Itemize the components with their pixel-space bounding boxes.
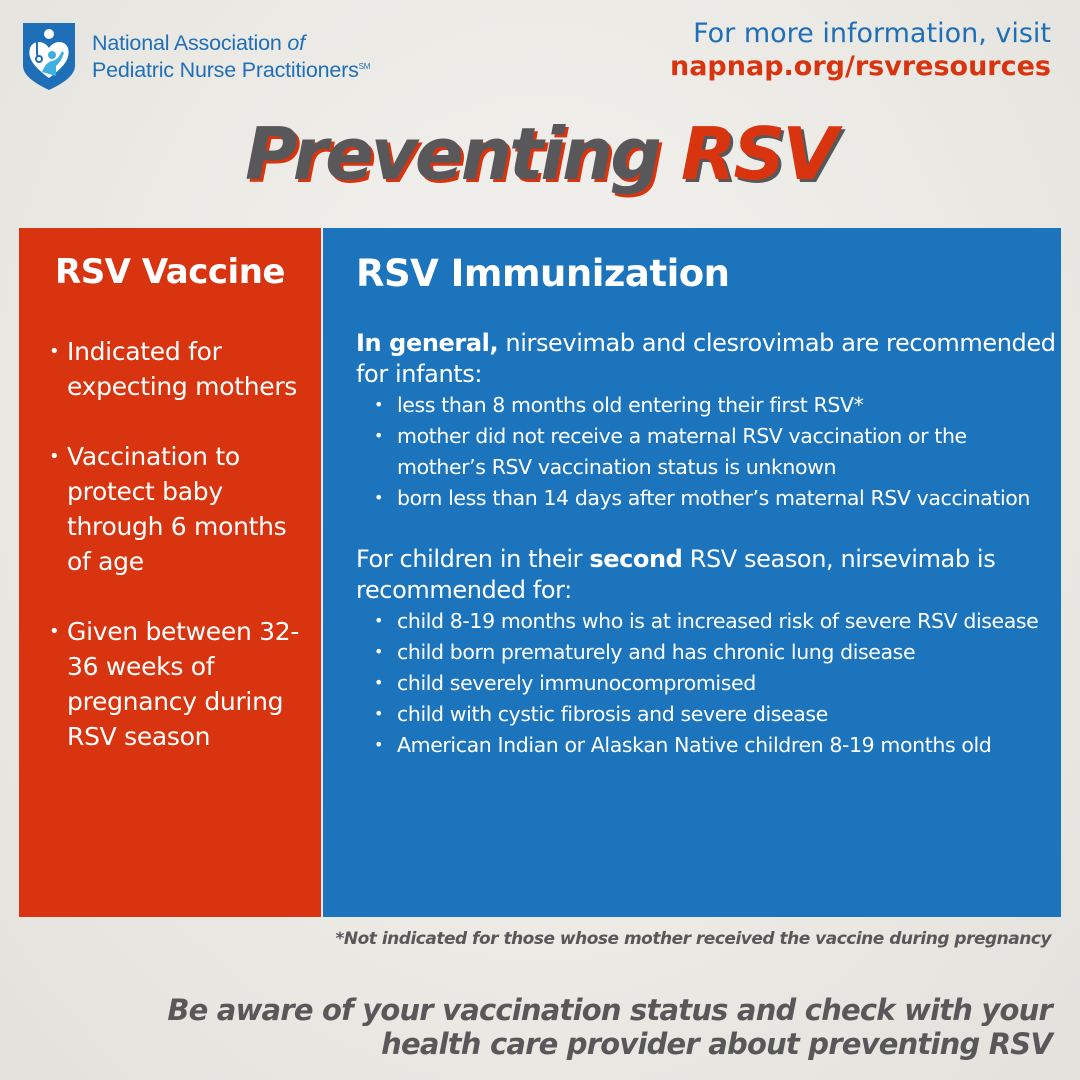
- list-item: [374, 637, 1056, 668]
- bullet-icon: •: [374, 673, 384, 692]
- heart-shield-logo-icon: [20, 20, 78, 92]
- list-item: [49, 439, 311, 579]
- bullet-icon: •: [374, 488, 384, 507]
- list-item-text: born less than 14 days after mother’s maternal RSV vaccination: [397, 486, 1031, 510]
- rsv-immunization-panel: [323, 228, 1061, 917]
- second-season-list: [356, 606, 1056, 761]
- org-name-of: of: [287, 30, 305, 55]
- list-item: [374, 421, 1056, 483]
- page-title: [0, 112, 1080, 196]
- second-pre: For children in their: [356, 545, 590, 573]
- bullet-icon: •: [374, 704, 384, 723]
- footnote: *Not indicated for those whose mother received the vaccine during pregnancy: [335, 929, 1051, 949]
- bullet-icon: •: [374, 426, 384, 445]
- bullet-icon: •: [374, 642, 384, 661]
- call-to-action: [167, 993, 1052, 1061]
- info-text: For more information, visit: [693, 18, 1051, 49]
- vaccine-heading: RSV Vaccine: [55, 252, 285, 292]
- rsv-vaccine-panel: [19, 228, 321, 917]
- cta-line2: health care provider about preventing RSV: [381, 1027, 1052, 1061]
- bullet-icon: •: [374, 611, 384, 630]
- immunization-body: [356, 328, 1056, 761]
- bullet-icon: •: [374, 735, 384, 754]
- bullet-icon: •: [49, 621, 60, 642]
- service-mark: SM: [358, 61, 371, 71]
- general-paragraph: [356, 328, 1056, 390]
- list-item: [49, 334, 311, 404]
- cta-line1: Be aware of your vaccination status and check with your: [167, 993, 1052, 1027]
- list-item: [374, 699, 1056, 730]
- second-season-paragraph: [356, 544, 1056, 606]
- title-rsv: RSV: [680, 112, 835, 196]
- list-item: [374, 606, 1056, 637]
- bullet-icon: •: [49, 341, 60, 362]
- list-item: [374, 730, 1056, 761]
- list-item: [49, 614, 311, 754]
- list-item-text: mother did not receive a maternal RSV vaccination or the mother’s RSV vaccination status is unknown: [397, 424, 967, 479]
- bullet-icon: •: [374, 395, 384, 414]
- list-item: [374, 390, 1056, 421]
- bullet-icon: •: [49, 446, 60, 467]
- immunization-heading: RSV Immunization: [356, 252, 730, 295]
- title-preventing: Preventing: [245, 112, 659, 196]
- list-item: [374, 668, 1056, 699]
- list-item-text: Given between 32-36 weeks of pregnancy during RSV season: [67, 617, 300, 751]
- org-name-line2: Pediatric Nurse Practitioners: [92, 57, 359, 82]
- list-item-text: American Indian or Alaskan Native children 8-19 months old: [397, 733, 992, 757]
- resource-link[interactable]: napnap.org/rsvresources: [669, 51, 1051, 82]
- second-bold: second: [589, 545, 683, 573]
- napnap-logo: [20, 20, 370, 92]
- org-name-line1: National Association: [92, 30, 282, 55]
- list-item-text: less than 8 months old entering their first RSV*: [397, 393, 864, 417]
- vaccine-list: [49, 334, 311, 789]
- list-item-text: child with cystic fibrosis and severe disease: [397, 702, 828, 726]
- list-item-text: Indicated for expecting mothers: [67, 337, 298, 401]
- list-item-text: Vaccination to protect baby through 6 months of age: [67, 442, 287, 576]
- more-info: [670, 18, 1051, 84]
- org-name: [92, 31, 370, 82]
- list-item-text: child 8-19 months who is at increased risk of severe RSV disease: [397, 609, 1039, 633]
- general-text: nirsevimab and clesrovimab are recommended for infants:: [356, 329, 1056, 388]
- list-item-text: child severely immunocompromised: [397, 671, 756, 695]
- general-list: [356, 390, 1056, 514]
- list-item: [374, 483, 1056, 514]
- general-bold: In general,: [356, 329, 499, 357]
- list-item-text: child born prematurely and has chronic lung disease: [397, 640, 916, 664]
- second-post: RSV season, nirsevimab is recommended for:: [356, 545, 996, 604]
